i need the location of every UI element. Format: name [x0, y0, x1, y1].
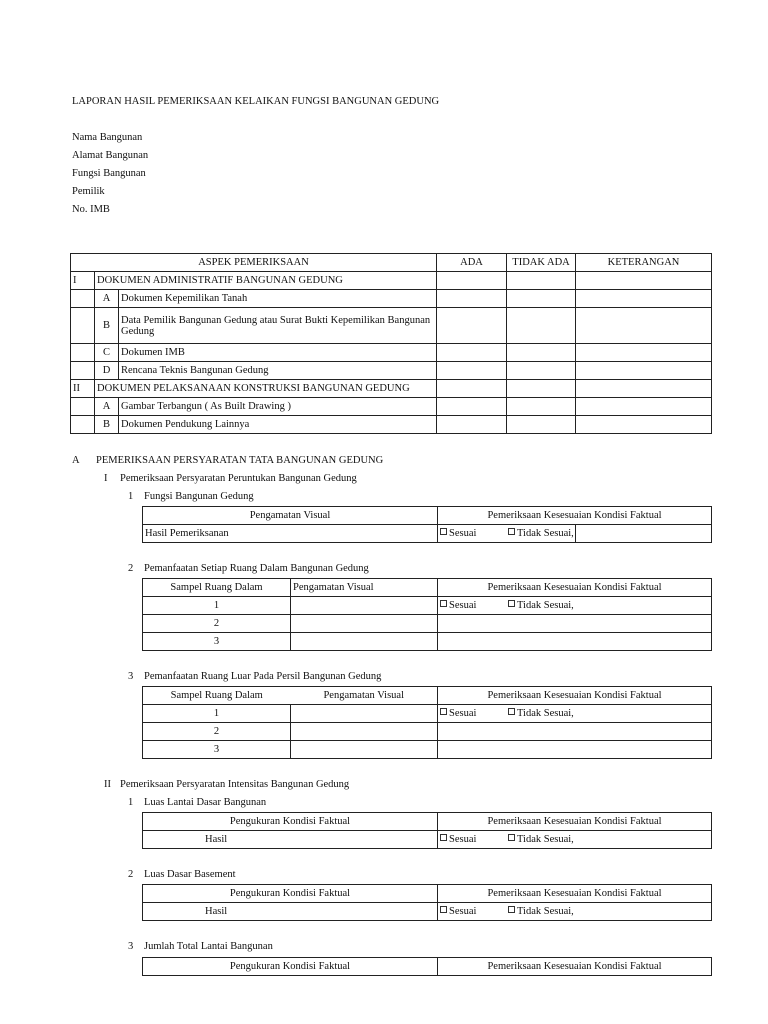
tidak-sesuai-checkbox[interactable] [508, 600, 574, 611]
checkbox-icon [440, 708, 447, 715]
tidak-ada-cell[interactable] [507, 344, 576, 362]
table-row [143, 831, 712, 849]
table-row [143, 741, 712, 759]
section-title: DOKUMEN PELAKSANAAN KONSTRUKSI BANGUNAN GEDUNG [95, 380, 437, 398]
observation-cell[interactable] [291, 723, 438, 741]
sesuai-label: Sesuai [449, 834, 477, 845]
sesuai-checkbox[interactable] [440, 528, 508, 539]
option-cell[interactable] [438, 633, 712, 651]
checkbox-icon [440, 600, 447, 607]
option-cell [438, 705, 712, 723]
header-kesesuaian: Pemeriksaan Kesesuaian Kondisi Faktual [438, 579, 712, 597]
item-code: B [95, 308, 119, 344]
tidak-sesuai-label: Tidak Sesuai, [517, 528, 574, 539]
keterangan-cell[interactable] [576, 272, 712, 290]
header-tidak-ada: TIDAK ADA [507, 254, 576, 272]
tidak-sesuai-label: Tidak Sesuai, [517, 708, 574, 719]
section-row [71, 272, 712, 290]
tidak-ada-cell[interactable] [507, 380, 576, 398]
sub-i-number: I [104, 473, 108, 484]
item-1-number: 1 [128, 491, 134, 502]
sesuai-checkbox[interactable] [440, 708, 508, 719]
item-code: A [95, 290, 119, 308]
observation-cell[interactable] [291, 741, 438, 759]
ruang-dalam-table [142, 578, 712, 651]
tidak-sesuai-checkbox[interactable] [508, 906, 574, 917]
option-cell [438, 597, 712, 615]
keterangan-cell[interactable] [576, 398, 712, 416]
ada-cell[interactable] [437, 362, 507, 380]
item-1-title: Fungsi Bangunan Gedung [144, 491, 254, 502]
document-title: LAPORAN HASIL PEMERIKSAAN KELAIKAN FUNGSI BANGUNAN GEDUNG [72, 96, 440, 107]
keterangan-cell[interactable] [576, 290, 712, 308]
sesuai-label: Sesuai [449, 600, 477, 611]
ada-cell[interactable] [437, 398, 507, 416]
keterangan-cell[interactable] [576, 380, 712, 398]
table-row [143, 903, 712, 921]
table-row [143, 633, 712, 651]
header-kesesuaian: Pemeriksaan Kesesuaian Kondisi Faktual [438, 507, 712, 525]
tidak-sesuai-label: Tidak Sesuai, [517, 600, 574, 611]
checkbox-icon [440, 906, 447, 913]
tidak-ada-cell[interactable] [507, 308, 576, 344]
notes-cell[interactable] [576, 525, 712, 543]
header-pengukuran: Pengukuran Kondisi Faktual [143, 813, 438, 831]
header-kesesuaian: Pemeriksaan Kesesuaian Kondisi Faktual [438, 885, 712, 903]
tidak-sesuai-checkbox[interactable] [508, 834, 574, 845]
ii-item-2-number: 2 [128, 869, 134, 880]
field-nama-bangunan: Nama Bangunan [72, 132, 143, 143]
observation-cell[interactable] [291, 597, 438, 615]
table-row [71, 362, 712, 380]
observation-cell[interactable] [291, 615, 438, 633]
table-row [71, 398, 712, 416]
item-3-number: 3 [128, 671, 134, 682]
field-no-imb: No. IMB [72, 204, 110, 215]
section-row [71, 380, 712, 398]
sample-number: 3 [143, 633, 291, 651]
table-row [143, 597, 712, 615]
header-pengukuran: Pengukuran Kondisi Faktual [143, 885, 438, 903]
item-code: B [95, 416, 119, 434]
item-label: Dokumen IMB [119, 344, 437, 362]
sample-number: 3 [143, 741, 291, 759]
tidak-sesuai-checkbox[interactable] [508, 528, 574, 539]
tidak-sesuai-label: Tidak Sesuai, [517, 834, 574, 845]
item-code: A [95, 398, 119, 416]
tidak-sesuai-checkbox[interactable] [508, 708, 574, 719]
item-label: Dokumen Kepemilikan Tanah [119, 290, 437, 308]
ruang-luar-table [142, 686, 712, 759]
table-row [71, 308, 712, 344]
tidak-ada-cell[interactable] [507, 290, 576, 308]
sub-i-title: Pemeriksaan Persyaratan Peruntukan Bangunan Gedung [120, 473, 357, 484]
ada-cell[interactable] [437, 416, 507, 434]
table-row [143, 705, 712, 723]
item-label: Data Pemilik Bangunan Gedung atau Surat Bukti Kepemilikan Bangunan Gedung [119, 308, 437, 344]
section-a-letter: A [72, 455, 80, 466]
tidak-ada-cell[interactable] [507, 416, 576, 434]
sesuai-label: Sesuai [449, 906, 477, 917]
ada-cell[interactable] [437, 308, 507, 344]
header-aspek: ASPEK PEMERIKSAAN [71, 254, 437, 272]
header-kesesuaian: Pemeriksaan Kesesuaian Kondisi Faktual [438, 687, 712, 705]
checkbox-icon [508, 906, 515, 913]
field-fungsi-bangunan: Fungsi Bangunan [72, 168, 146, 179]
sample-number: 1 [143, 597, 291, 615]
ada-cell[interactable] [437, 344, 507, 362]
luas-lantai-dasar-table [142, 812, 712, 849]
ii-item-1-number: 1 [128, 797, 134, 808]
header-sampel: Sampel Ruang Dalam [143, 579, 291, 597]
row-label: Hasil [143, 831, 438, 849]
fungsi-bangunan-table [142, 506, 712, 543]
tidak-ada-cell[interactable] [507, 272, 576, 290]
checkbox-icon [508, 708, 515, 715]
sample-number: 2 [143, 615, 291, 633]
header-kesesuaian: Pemeriksaan Kesesuaian Kondisi Faktual [438, 958, 712, 976]
header-kesesuaian: Pemeriksaan Kesesuaian Kondisi Faktual [438, 813, 712, 831]
field-alamat-bangunan: Alamat Bangunan [72, 150, 149, 161]
table-row [71, 290, 712, 308]
checkbox-icon [440, 528, 447, 535]
table-row [143, 615, 712, 633]
keterangan-cell[interactable] [576, 344, 712, 362]
item-label: Rencana Teknis Bangunan Gedung [119, 362, 437, 380]
ada-cell[interactable] [437, 290, 507, 308]
keterangan-cell[interactable] [576, 362, 712, 380]
header-ada: ADA [437, 254, 507, 272]
tidak-ada-cell[interactable] [507, 362, 576, 380]
section-number: I [71, 272, 95, 290]
checkbox-icon [508, 528, 515, 535]
keterangan-cell[interactable] [576, 308, 712, 344]
sample-number: 2 [143, 723, 291, 741]
table-row [143, 723, 712, 741]
header-pengukuran: Pengukuran Kondisi Faktual [143, 958, 438, 976]
option-cell[interactable] [438, 615, 712, 633]
tidak-ada-cell[interactable] [507, 398, 576, 416]
ii-item-3-number: 3 [128, 941, 134, 952]
ii-item-3-title: Jumlah Total Lantai Bangunan [144, 941, 273, 952]
table-row [71, 416, 712, 434]
ii-item-1-title: Luas Lantai Dasar Bangunan [144, 797, 267, 808]
item-2-number: 2 [128, 563, 134, 574]
sesuai-checkbox[interactable] [440, 834, 508, 845]
sesuai-label: Sesuai [449, 528, 477, 539]
row-label: Hasil [143, 903, 438, 921]
ada-cell[interactable] [437, 272, 507, 290]
document-checklist-table [70, 253, 712, 434]
sesuai-checkbox[interactable] [440, 600, 508, 611]
tidak-sesuai-label: Tidak Sesuai, [517, 906, 574, 917]
checkbox-icon [508, 600, 515, 607]
item-code: C [95, 344, 119, 362]
checkbox-icon [508, 834, 515, 841]
luas-dasar-basement-table [142, 884, 712, 921]
section-title: DOKUMEN ADMINISTRATIF BANGUNAN GEDUNG [95, 272, 437, 290]
item-3-title: Pemanfaatan Ruang Luar Pada Persil Bangunan Gedung [144, 671, 382, 682]
table-row [71, 344, 712, 362]
section-a-title: PEMERIKSAAN PERSYARATAN TATA BANGUNAN GEDUNG [96, 455, 384, 466]
section-number: II [71, 380, 95, 398]
option-cell[interactable] [438, 723, 712, 741]
option-cell [438, 525, 576, 543]
row-label: Hasil Pemeriksanan [143, 525, 438, 543]
header-keterangan: KETERANGAN [576, 254, 712, 272]
ii-item-2-title: Luas Dasar Basement [144, 869, 236, 880]
option-cell [438, 831, 712, 849]
jumlah-lantai-table [142, 957, 712, 976]
table-header-row [71, 254, 712, 272]
field-pemilik: Pemilik [72, 186, 105, 197]
item-2-title: Pemanfaatan Setiap Ruang Dalam Bangunan Gedung [144, 563, 369, 574]
header-pengamatan-visual: Pengamatan Visual [291, 579, 438, 597]
item-label: Dokumen Pendukung Lainnya [119, 416, 437, 434]
sub-ii-title: Pemeriksaan Persyaratan Intensitas Bangunan Gedung [120, 779, 350, 790]
observation-cell[interactable] [291, 705, 438, 723]
item-label: Gambar Terbangun ( As Built Drawing ) [119, 398, 437, 416]
header-pengamatan-visual: Pengamatan Visual [143, 507, 438, 525]
ada-cell[interactable] [437, 380, 507, 398]
option-cell [438, 903, 712, 921]
keterangan-cell[interactable] [576, 416, 712, 434]
table-row [143, 525, 712, 543]
option-cell[interactable] [438, 741, 712, 759]
item-code: D [95, 362, 119, 380]
checkbox-icon [440, 834, 447, 841]
observation-cell[interactable] [291, 633, 438, 651]
header-sampel: Sampel Ruang Dalam [143, 687, 291, 705]
sample-number: 1 [143, 705, 291, 723]
sesuai-checkbox[interactable] [440, 906, 508, 917]
header-pengamatan-visual: Pengamatan Visual [291, 687, 438, 705]
sub-ii-number: II [104, 779, 111, 790]
sesuai-label: Sesuai [449, 708, 477, 719]
